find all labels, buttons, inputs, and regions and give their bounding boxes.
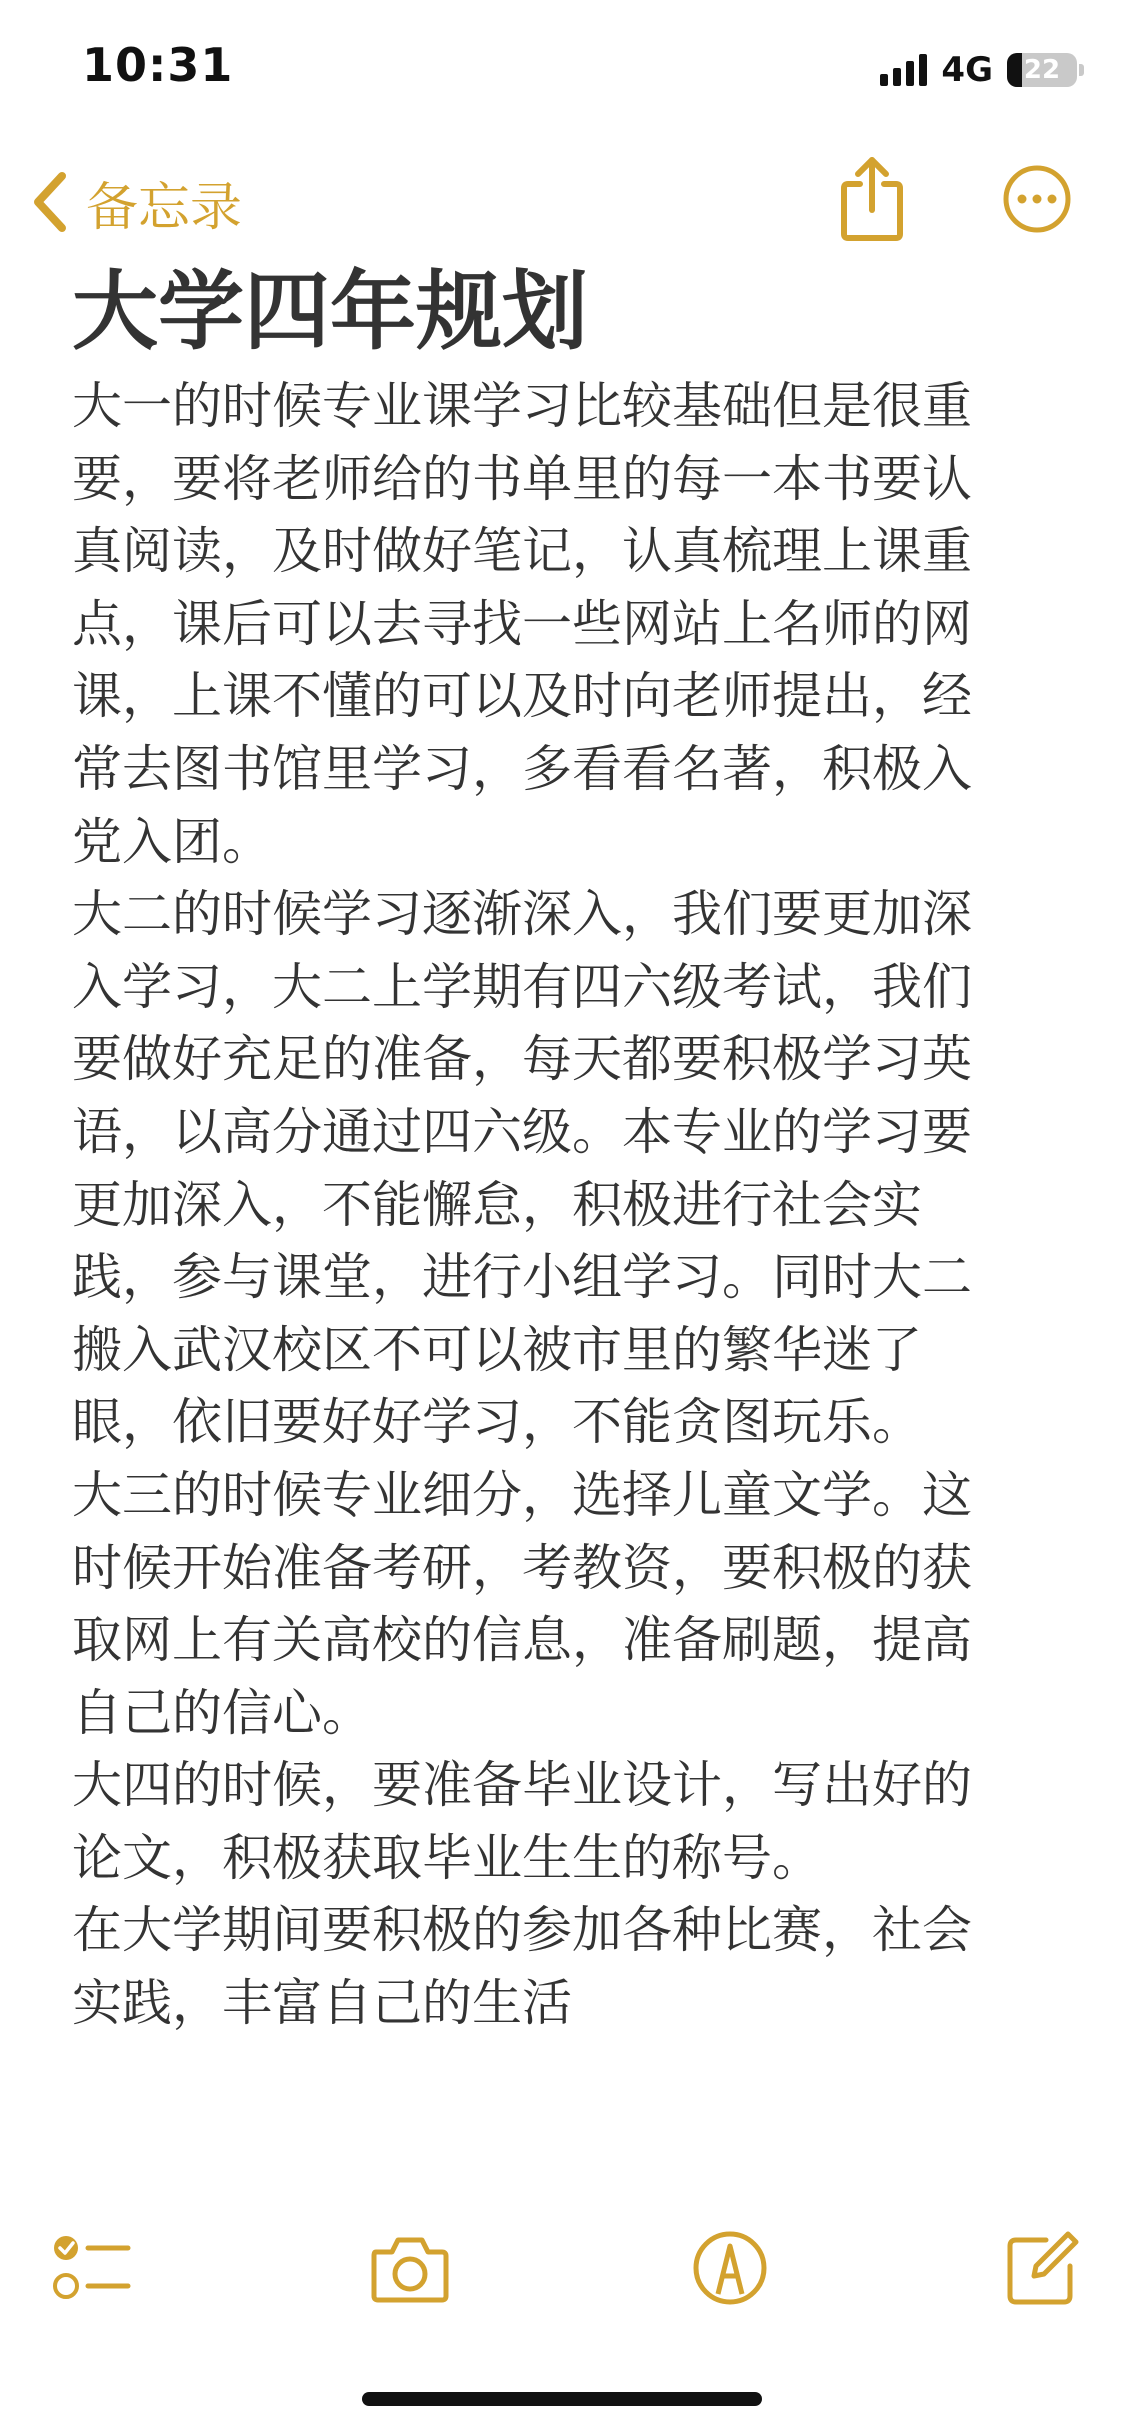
camera-icon[interactable]: [368, 2228, 452, 2308]
bottom-toolbar: [0, 2220, 1124, 2320]
status-indicators: [880, 48, 1084, 92]
share-icon[interactable]: [838, 154, 906, 242]
compose-icon[interactable]: [1002, 2228, 1082, 2308]
home-indicator[interactable]: [362, 2392, 762, 2406]
note-paragraph: 大二的时候学习逐渐深入，我们要更加深入学习，大二上学期有四六级考试，我们要做好充足的准备，每天都要积极学习英语，以高分通过四六级。本专业的学习要更加深入，不能懈怠，积极进行社会实践，参与课堂，进行小组学习。同时大二搬入武汉校区不可以被市里的繁华迷了眼，依旧要好好学习，不能贪图玩乐。: [72, 885, 972, 1452]
note-body[interactable]: [72, 370, 1012, 2040]
back-button[interactable]: [22, 162, 242, 242]
cellular-signal-icon: [880, 54, 927, 86]
chevron-left-icon: [22, 162, 82, 242]
battery-fill: [1007, 53, 1022, 87]
note-paragraph: 大四的时候，要准备毕业设计，写出好的论文，积极获取毕业生生的称号。: [72, 1756, 972, 1887]
note-paragraph: 在大学期间要积极的参加各种比赛，社会实践，丰富自己的生活: [72, 1901, 972, 2033]
status-bar: [0, 0, 1124, 130]
ellipsis-circle-icon[interactable]: [1002, 164, 1072, 234]
battery-icon: [1007, 53, 1077, 87]
battery-nub: [1079, 64, 1084, 76]
markup-pen-icon[interactable]: [690, 2228, 770, 2308]
note-title[interactable]: 大学四年规划: [72, 262, 588, 362]
network-type: 4G: [941, 50, 993, 90]
status-time: 10:31: [82, 38, 234, 92]
note-paragraph: 大三的时候专业细分，选择儿童文学。这时候开始准备考研，考教资，要积极的获取网上有关高校的信息，准备刷题，提高自己的信心。: [72, 1465, 972, 1742]
checklist-icon[interactable]: [52, 2228, 132, 2308]
back-label: 备忘录: [86, 177, 243, 238]
battery-level: 22: [1023, 55, 1061, 85]
nav-bar: [0, 150, 1124, 260]
note-paragraph: 大一的时候专业课学习比较基础但是很重要，要将老师给的书单里的每一本书要认真阅读，及时做好笔记，认真梳理上课重点，课后可以去寻找一些网站上名师的网课，上课不懂的可以及时向老师提出，经常去图书馆里学习，多看看名著，积极入党入团。: [72, 377, 972, 871]
